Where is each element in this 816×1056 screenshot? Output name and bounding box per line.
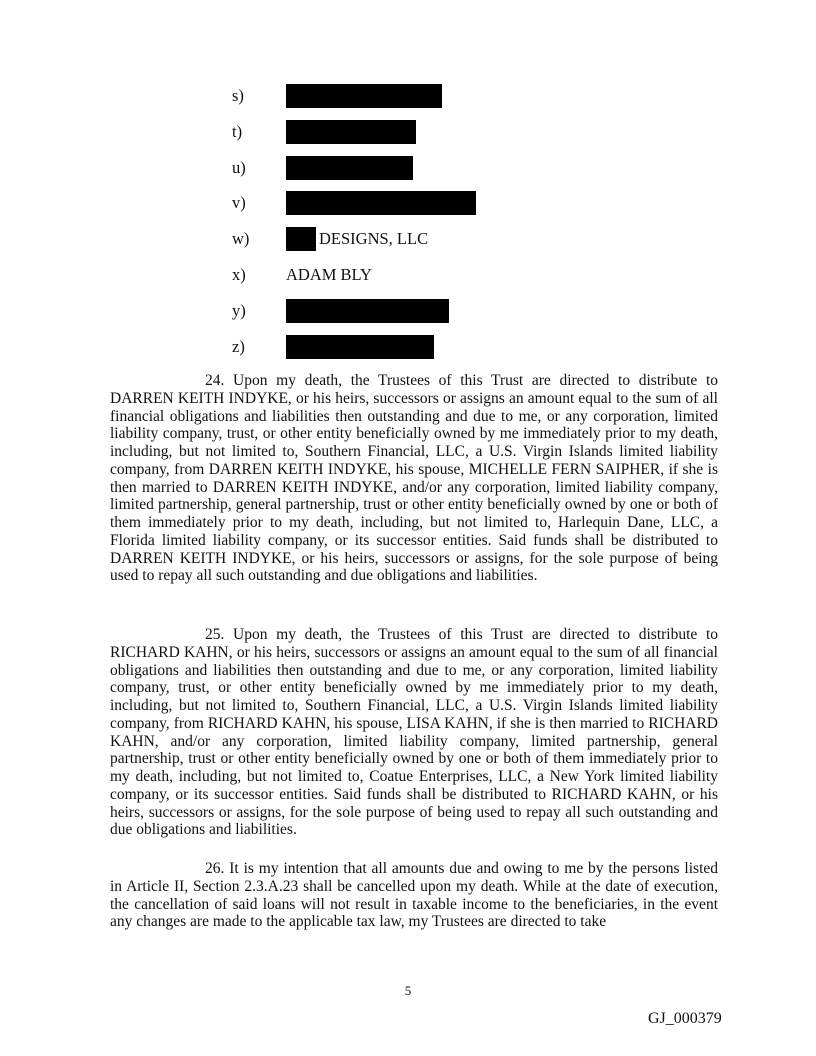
list-item-text: ADAM BLY bbox=[286, 264, 372, 284]
redaction-box bbox=[286, 335, 434, 359]
paragraph-26 bbox=[110, 860, 718, 931]
paragraph-25 bbox=[110, 626, 718, 839]
lettered-list bbox=[232, 84, 632, 370]
list-item-w bbox=[232, 227, 632, 263]
list-letter: t) bbox=[232, 121, 243, 141]
list-letter: v) bbox=[232, 193, 246, 213]
paragraph-number: 25. bbox=[205, 626, 225, 643]
paragraph-text: It is my intention that all amounts due and owing to me by the persons listed in Article II, Section 2.3.A.23 shall be cancelled upon my death. While at the date of execution, the cancellation of said loans will not result in taxable income to the beneficiaries, in the event any changes are made to the applicable tax law, my Trustees are directed to take bbox=[110, 860, 719, 931]
list-item-s bbox=[232, 84, 632, 120]
list-item-t bbox=[232, 120, 632, 156]
list-letter: w) bbox=[232, 229, 250, 249]
bates-number: GJ_000379 bbox=[648, 1010, 722, 1027]
list-letter: z) bbox=[232, 336, 245, 356]
list-item-v bbox=[232, 191, 632, 227]
paragraph-number: 24. bbox=[205, 372, 225, 389]
paragraph-number: 26. bbox=[205, 860, 225, 877]
list-letter: y) bbox=[232, 300, 246, 320]
list-letter: u) bbox=[232, 157, 246, 177]
paragraph-text: Upon my death, the Trustees of this Trust are directed to distribute to DARREN KEITH INDYKE, or his heirs, successors or assigns an amount equal to the sum of all financial obligations and liabilities then outstanding and due to me, or any corporation, limited liability company, trust, or other entity beneficially owned by me immediately prior to my death, including, but not limited to, Southern Financial, LLC, a U.S. Virgin Islands limited liability company, from DARREN KEITH INDYKE, his spouse, MICHELLE FERN SAIPHER, if she is then married to DARREN KEITH INDYKE, and/or any corporation, limited liability company, limited partnership, general partnership, trust or other entity beneficially owned by one or both of them immediately prior to my death, including, but not limited to, Harlequin Dane, LLC, a Florida limited liability company, or its successor entities. Said funds shall be distributed to DARREN KEITH INDYKE, or his heirs, successors or assigns, for the sole purpose of being used to repay all such outstanding and due obligations and liabilities. bbox=[110, 372, 719, 585]
redaction-box bbox=[286, 120, 416, 144]
page-number: 5 bbox=[404, 983, 412, 998]
list-item-x bbox=[232, 263, 632, 299]
list-item-y bbox=[232, 299, 632, 335]
redaction-box bbox=[286, 227, 316, 251]
redaction-box bbox=[286, 84, 442, 108]
redaction-box bbox=[286, 299, 449, 323]
list-letter: s) bbox=[232, 86, 244, 105]
list-letter: x) bbox=[232, 264, 246, 284]
list-item-text: DESIGNS, LLC bbox=[319, 229, 429, 249]
paragraph-text: Upon my death, the Trustees of this Trust are directed to distribute to RICHARD KAHN, or his heirs, successors or assigns an amount equal to the sum of all financial obligations and liabilities then outstanding and due to me, or any corporation, limited liability company, trust, or other entity beneficially owned by me immediately prior to my death, including, but not limited to, Southern Financial, LLC, a U.S. Virgin Islands limited liability company, from RICHARD KAHN, his spouse, LISA KAHN, if she is then married to RICHARD KAHN, and/or any corporation, limited liability company, limited partnership, general partnership, trust or other entity beneficially owned by one or both of them immediately prior to my death, including, but not limited to, Coatue Enterprises, LLC, a New York limited liability company, or its successor entities. Said funds shall be distributed to RICHARD KAHN, or his heirs, successors or assigns, for the sole purpose of being used to repay all such outstanding and due obligations and liabilities. bbox=[110, 626, 719, 839]
redaction-box bbox=[286, 191, 476, 215]
paragraph-24 bbox=[110, 372, 718, 585]
list-item-u bbox=[232, 156, 632, 192]
redaction-box bbox=[286, 156, 413, 180]
list-item-z bbox=[232, 335, 632, 371]
